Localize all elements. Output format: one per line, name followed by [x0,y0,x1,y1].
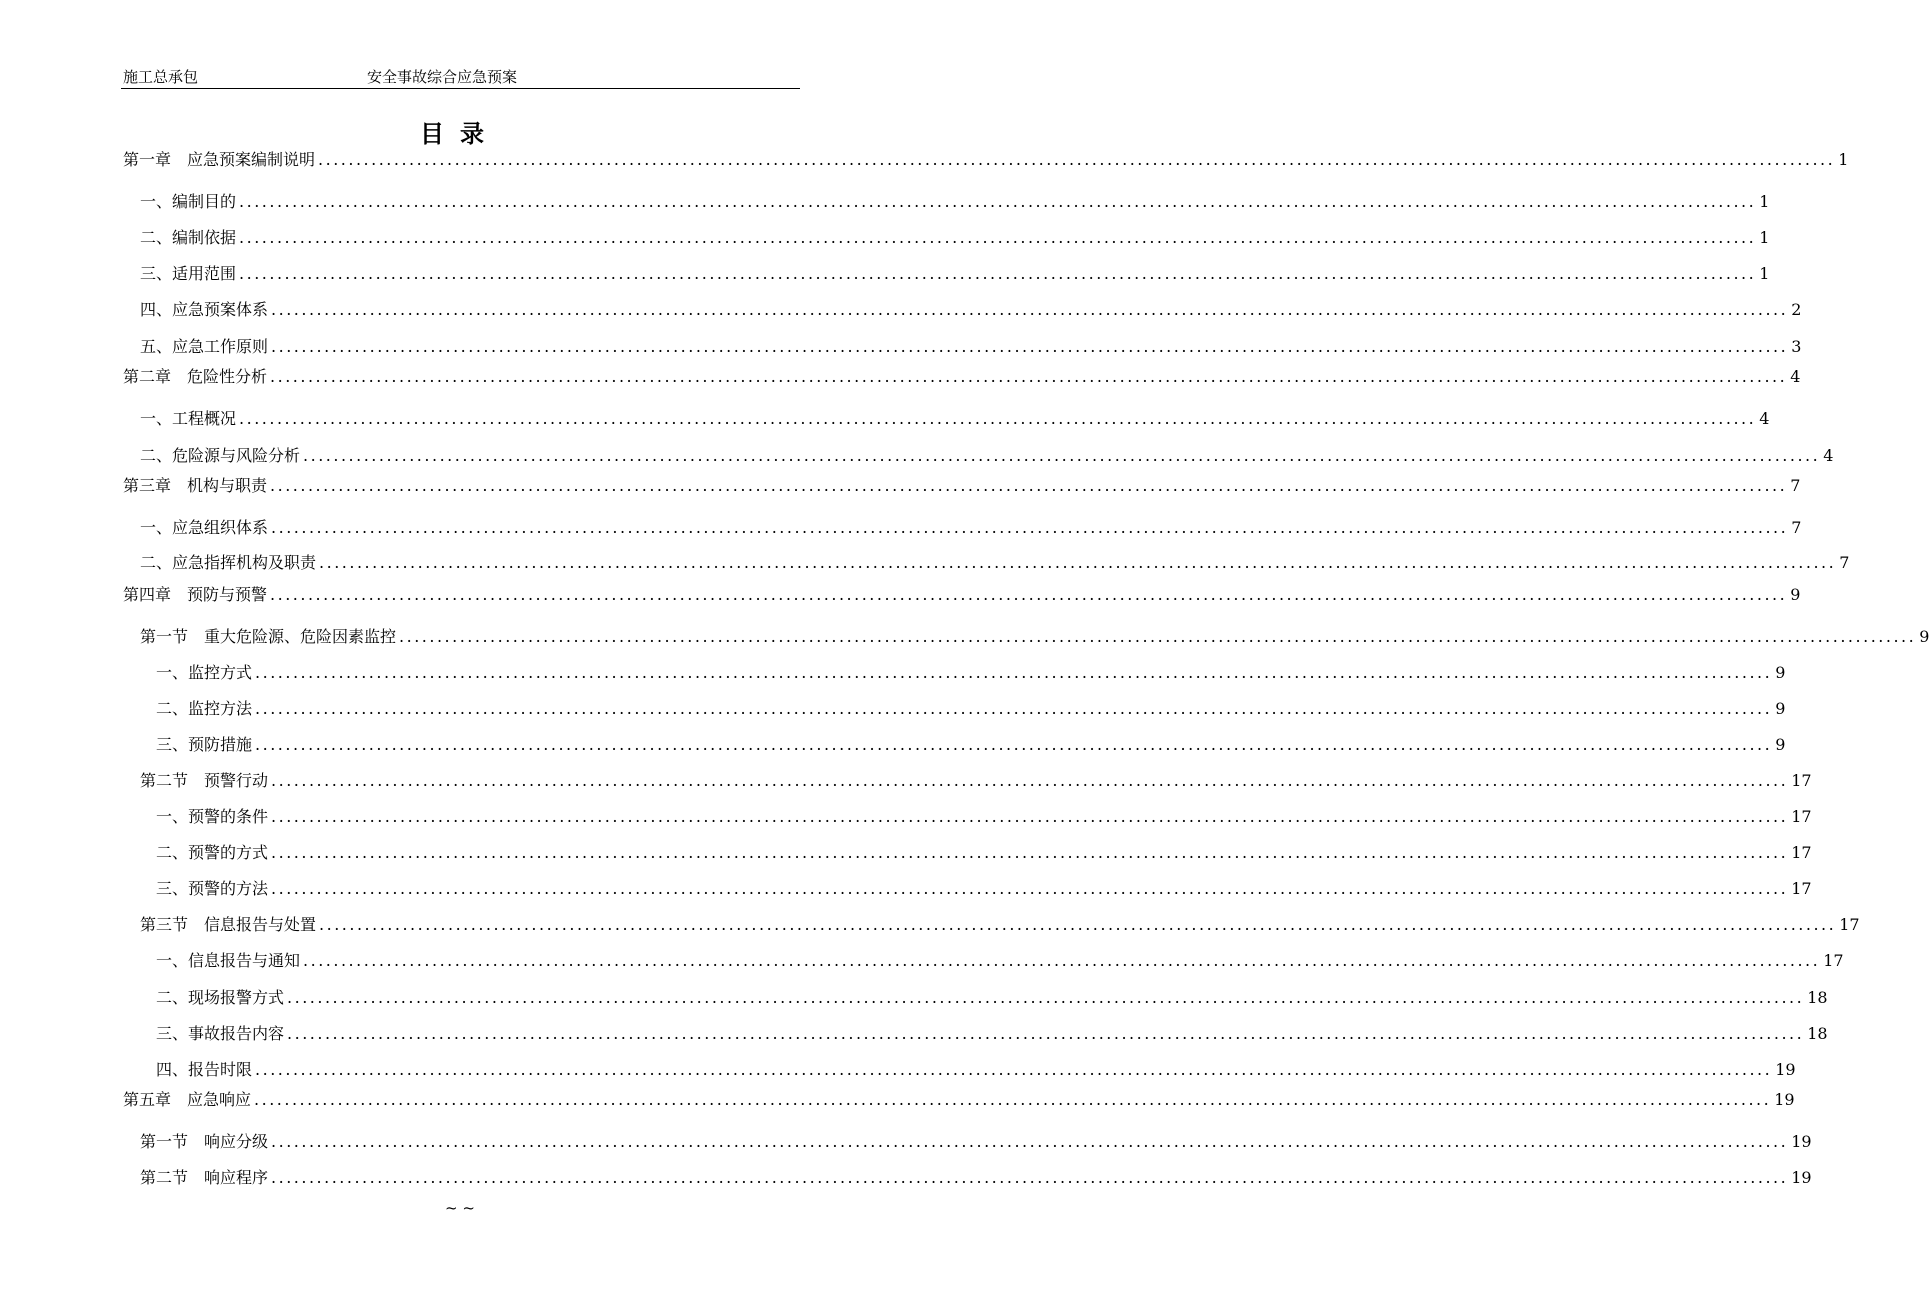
toc-entry-label: 第三章 机构与职责 [123,476,268,495]
toc-entry[interactable] [156,985,1828,1009]
toc-dot-leader: ........................................................................................................................................................................................................ [303,446,1821,465]
toc-entry[interactable] [140,334,1802,358]
toc-entry-page: 1 [1759,228,1770,247]
toc-dot-leader: ........................................................................................................................................................................................................ [255,735,1773,754]
toc-dot-leader: ........................................................................................................................................................................................................ [255,699,1773,718]
toc-entry[interactable] [140,443,1834,467]
toc-entry-page: 9 [1790,585,1801,604]
toc-entry-label: 一、信息报告与通知 [156,951,301,970]
toc-dot-leader: ........................................................................................................................................................................................................ [271,1132,1789,1151]
toc-dot-leader: ........................................................................................................................................................................................................ [287,988,1805,1007]
toc-entry[interactable] [156,876,1812,900]
toc-entry-label: 第五章 应急响应 [123,1090,252,1109]
toc-entry[interactable] [156,696,1786,720]
toc-entry[interactable] [140,261,1770,285]
toc-entry-page: 17 [1791,807,1812,826]
toc-entry-label: 第一节 重大危险源、危险因素监控 [140,627,397,646]
toc-entry-label: 二、危险源与风险分析 [140,446,301,465]
toc-entry[interactable] [140,912,1860,936]
toc-entry-page: 9 [1775,735,1786,754]
toc-dot-leader: ........................................................................................................................................................................................................ [318,150,1836,169]
toc-entry-page: 7 [1839,553,1850,572]
page-header-center: 安全事故综合应急预案 [367,68,518,86]
toc-entry[interactable] [140,515,1802,539]
toc-dot-leader: ........................................................................................................................................................................................................ [271,843,1789,862]
toc-dot-leader: ........................................................................................................................................................................................................ [239,228,1757,247]
toc-entry-page: 17 [1791,879,1812,898]
toc-dot-leader: ........................................................................................................................................................................................................ [271,518,1789,537]
toc-entry[interactable] [140,297,1802,321]
toc-entry-page: 1 [1759,192,1770,211]
toc-dot-leader: ........................................................................................................................................................................................................ [271,879,1789,898]
toc-entry-page: 19 [1774,1090,1795,1109]
toc-entry[interactable] [123,364,1801,388]
toc-dot-leader: ........................................................................................................................................................................................................ [270,476,1788,495]
page-footer: ~ ~ [445,1199,475,1217]
page-header-left: 施工总承包 [123,68,199,86]
toc-entry-page: 9 [1919,627,1929,646]
toc-entry-page: 17 [1791,843,1812,862]
toc-entry-label: 三、事故报告内容 [156,1024,285,1043]
toc-entry[interactable] [140,550,1850,574]
toc-entry[interactable] [140,406,1770,430]
toc-entry[interactable] [156,1057,1796,1081]
toc-dot-leader: ........................................................................................................................................................................................................ [239,409,1757,428]
toc-entry-label: 二、监控方法 [156,699,253,718]
toc-entry[interactable] [156,840,1812,864]
toc-dot-leader: ........................................................................................................................................................................................................ [271,771,1789,790]
toc-entry-page: 18 [1807,1024,1828,1043]
toc-entry-page: 4 [1759,409,1770,428]
toc-entry[interactable] [140,768,1812,792]
toc-entry[interactable] [156,1021,1828,1045]
toc-entry-label: 五、应急工作原则 [140,337,269,356]
toc-entry[interactable] [156,948,1844,972]
toc-dot-leader: ........................................................................................................................................................................................................ [271,337,1789,356]
toc-entry[interactable] [140,624,1929,648]
toc-entry-label: 一、预警的条件 [156,807,269,826]
toc-dot-leader: ........................................................................................................................................................................................................ [271,807,1789,826]
toc-dot-leader: ........................................................................................................................................................................................................ [271,300,1789,319]
toc-dot-leader: ........................................................................................................................................................................................................ [239,264,1757,283]
toc-entry-page: 2 [1791,300,1802,319]
toc-entry[interactable] [123,473,1801,497]
toc-entry-page: 4 [1790,367,1801,386]
toc-entry-label: 三、预警的方法 [156,879,269,898]
toc-entry-label: 第一章 应急预案编制说明 [123,150,316,169]
toc-entry[interactable] [156,804,1812,828]
toc-entry-label: 一、编制目的 [140,192,237,211]
toc-dot-leader: ........................................................................................................................................................................................................ [255,1060,1773,1079]
toc-entry-label: 第二节 响应程序 [140,1168,269,1187]
toc-entry-label: 二、预警的方式 [156,843,269,862]
toc-entry[interactable] [123,147,1849,171]
toc-entry[interactable] [140,189,1770,213]
toc-dot-leader: ........................................................................................................................................................................................................ [319,915,1837,934]
toc-entry-label: 四、应急预案体系 [140,300,269,319]
toc-entry-page: 18 [1807,988,1828,1007]
toc-entry-page: 19 [1791,1132,1812,1151]
toc-dot-leader: ........................................................................................................................................................................................................ [319,553,1837,572]
toc-entry-label: 第二章 危险性分析 [123,367,268,386]
toc-entry-label: 二、应急指挥机构及职责 [140,553,317,572]
toc-dot-leader: ........................................................................................................................................................................................................ [270,585,1788,604]
toc-entry-label: 一、应急组织体系 [140,518,269,537]
header-rule [121,88,800,89]
toc-entry[interactable] [123,1087,1795,1111]
toc-entry[interactable] [140,1165,1812,1189]
toc-entry-label: 第四章 预防与预警 [123,585,268,604]
toc-entry-page: 17 [1823,951,1844,970]
page-title: 目录 [420,119,500,148]
toc-dot-leader: ........................................................................................................................................................................................................ [254,1090,1772,1109]
toc-entry-page: 17 [1791,771,1812,790]
toc-entry-label: 三、预防措施 [156,735,253,754]
toc-dot-leader: ........................................................................................................................................................................................................ [239,192,1757,211]
toc-dot-leader: ........................................................................................................................................................................................................ [270,367,1788,386]
toc-entry-label: 第三节 信息报告与处置 [140,915,317,934]
toc-entry-page: 17 [1839,915,1860,934]
toc-dot-leader: ........................................................................................................................................................................................................ [303,951,1821,970]
toc-entry-label: 二、编制依据 [140,228,237,247]
toc-entry[interactable] [123,582,1801,606]
toc-entry-page: 19 [1775,1060,1796,1079]
toc-entry[interactable] [156,660,1786,684]
toc-entry-label: 第一节 响应分级 [140,1132,269,1151]
toc-entry-label: 三、适用范围 [140,264,237,283]
toc-entry-page: 1 [1838,150,1849,169]
toc-entry-label: 四、报告时限 [156,1060,253,1079]
toc-entry-page: 4 [1823,446,1834,465]
toc-entry-page: 3 [1791,337,1802,356]
toc-entry-page: 7 [1790,476,1801,495]
toc-entry-label: 二、现场报警方式 [156,988,285,1007]
toc-entry-page: 9 [1775,663,1786,682]
toc-entry-label: 一、工程概况 [140,409,237,428]
toc-entry[interactable] [140,225,1770,249]
toc-entry-page: 1 [1759,264,1770,283]
toc-entry-label: 一、监控方式 [156,663,253,682]
toc-entry-label: 第二节 预警行动 [140,771,269,790]
toc-dot-leader: ........................................................................................................................................................................................................ [399,627,1917,646]
toc-dot-leader: ........................................................................................................................................................................................................ [271,1168,1789,1187]
toc-entry-page: 7 [1791,518,1802,537]
toc-entry-page: 19 [1791,1168,1812,1187]
toc-entry-page: 9 [1775,699,1786,718]
toc-entry[interactable] [140,1129,1812,1153]
toc-dot-leader: ........................................................................................................................................................................................................ [255,663,1773,682]
toc-entry[interactable] [156,732,1786,756]
toc-dot-leader: ........................................................................................................................................................................................................ [287,1024,1805,1043]
